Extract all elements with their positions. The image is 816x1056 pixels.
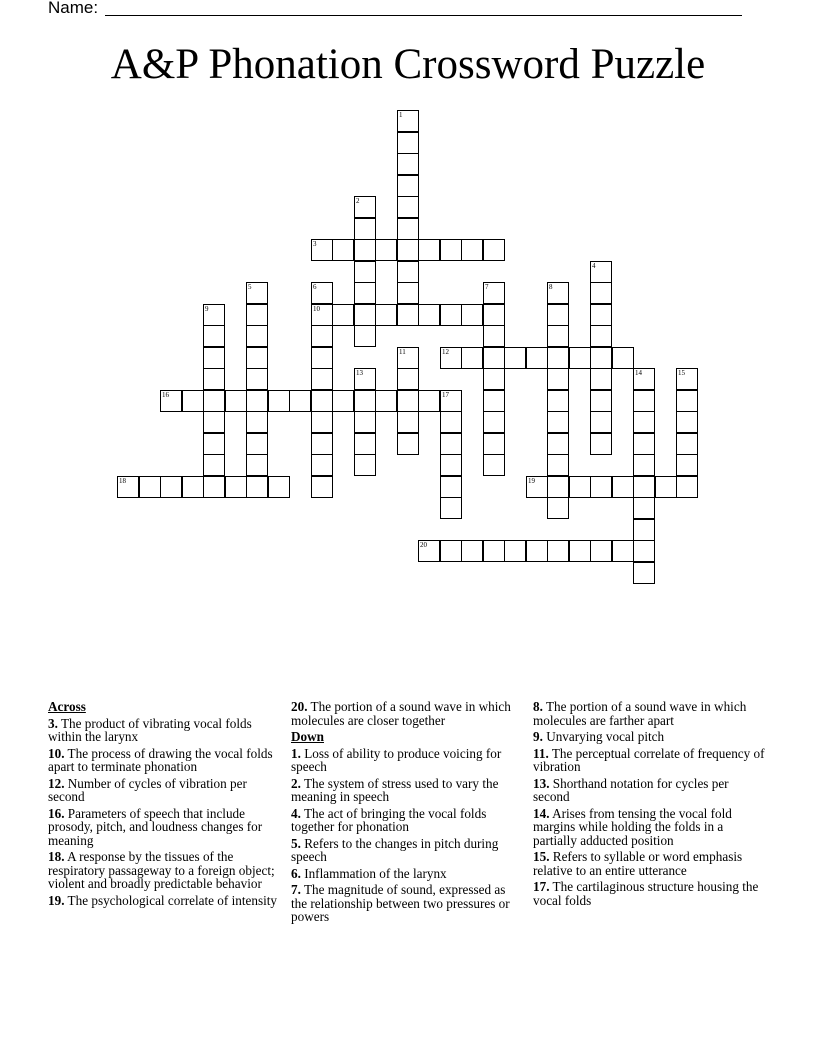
cell-number: 7: [485, 283, 489, 291]
clue-text: Refers to the changes in pitch during speech: [291, 835, 499, 864]
grid-cell[interactable]: [354, 411, 376, 433]
clue-number: 12.: [48, 775, 65, 791]
clue-text: The product of vibrating vocal folds within the larynx: [48, 715, 252, 744]
grid-cell[interactable]: [311, 390, 333, 412]
grid-cell[interactable]: [397, 304, 419, 326]
grid-cell[interactable]: [397, 196, 419, 218]
grid-cell[interactable]: [633, 476, 655, 498]
grid-cell[interactable]: [397, 132, 419, 154]
grid-cell[interactable]: [311, 325, 333, 347]
grid-cell[interactable]: [526, 540, 548, 562]
grid-cell[interactable]: [139, 476, 161, 498]
grid-cell[interactable]: [547, 433, 569, 455]
grid-cell[interactable]: [182, 390, 204, 412]
clue-number: 19.: [48, 892, 65, 908]
grid-cell[interactable]: [311, 454, 333, 476]
grid-cell[interactable]: [440, 476, 462, 498]
down-heading: Down: [291, 729, 324, 744]
grid-cell[interactable]: [397, 239, 419, 261]
grid-cell[interactable]: [418, 239, 440, 261]
grid-cell[interactable]: [397, 282, 419, 304]
grid-cell[interactable]: [268, 390, 290, 412]
grid-cell[interactable]: [246, 390, 268, 412]
grid-cell[interactable]: [440, 540, 462, 562]
clues-column-1: [48, 700, 280, 910]
clue-text: The psychological correlate of intensity: [67, 892, 278, 908]
cell-number: 17: [442, 391, 449, 399]
grid-cell[interactable]: [354, 196, 376, 218]
grid-cell[interactable]: [547, 497, 569, 519]
cell-number: 8: [549, 283, 553, 291]
grid-cell[interactable]: [504, 347, 526, 369]
grid-cell[interactable]: [547, 540, 569, 562]
grid-cell[interactable]: [655, 476, 677, 498]
grid-cell[interactable]: [354, 304, 376, 326]
grid-cell[interactable]: [483, 368, 505, 390]
clue-across-20: [291, 700, 523, 727]
grid-cell[interactable]: [182, 476, 204, 498]
grid-cell[interactable]: [547, 347, 569, 369]
grid-cell[interactable]: [354, 239, 376, 261]
clue-text: Shorthand notation for cycles per second: [533, 775, 729, 804]
cell-number: 16: [162, 391, 169, 399]
grid-cell[interactable]: [676, 433, 698, 455]
grid-cell[interactable]: [418, 390, 440, 412]
clue-number: 2.: [291, 775, 301, 791]
grid-cell[interactable]: [397, 347, 419, 369]
clue-down-8: [533, 700, 765, 727]
grid-cell[interactable]: [311, 282, 333, 304]
grid-cell[interactable]: [590, 325, 612, 347]
grid-cell[interactable]: [676, 411, 698, 433]
grid-cell[interactable]: [311, 411, 333, 433]
grid-cell[interactable]: [311, 476, 333, 498]
clue-number: 1.: [291, 745, 301, 761]
grid-cell[interactable]: [332, 239, 354, 261]
grid-cell[interactable]: [311, 368, 333, 390]
grid-cell[interactable]: [203, 390, 225, 412]
grid-cell[interactable]: [311, 304, 333, 326]
grid-cell[interactable]: [160, 390, 182, 412]
clue-down-2: [291, 777, 523, 804]
grid-cell[interactable]: [440, 433, 462, 455]
cell-number: 5: [248, 283, 252, 291]
grid-cell[interactable]: [440, 411, 462, 433]
grid-cell[interactable]: [569, 347, 591, 369]
grid-cell[interactable]: [633, 390, 655, 412]
grid-cell[interactable]: [483, 239, 505, 261]
grid-cell[interactable]: [311, 433, 333, 455]
clue-number: 4.: [291, 805, 301, 821]
grid-cell[interactable]: [203, 411, 225, 433]
grid-cell[interactable]: [569, 540, 591, 562]
grid-cell[interactable]: [461, 347, 483, 369]
grid-cell[interactable]: [160, 476, 182, 498]
grid-cell[interactable]: [246, 347, 268, 369]
clue-text: The magnitude of sound, expressed as the relationship between two pressures or powers: [291, 882, 510, 924]
grid-cell[interactable]: [375, 304, 397, 326]
cell-number: 12: [442, 348, 449, 356]
grid-cell[interactable]: [461, 304, 483, 326]
cell-number: 9: [205, 305, 209, 313]
clue-text: Unvarying vocal pitch: [546, 729, 665, 744]
grid-cell[interactable]: [633, 433, 655, 455]
grid-cell[interactable]: [526, 476, 548, 498]
grid-cell[interactable]: [676, 476, 698, 498]
grid-cell[interactable]: [246, 411, 268, 433]
clue-number: 6.: [291, 865, 301, 881]
grid-cell[interactable]: [633, 497, 655, 519]
grid-cell[interactable]: [483, 347, 505, 369]
grid-cell[interactable]: [504, 540, 526, 562]
grid-cell[interactable]: [483, 304, 505, 326]
grid-cell[interactable]: [590, 368, 612, 390]
clue-down-1: [291, 747, 523, 774]
grid-cell[interactable]: [397, 433, 419, 455]
clue-down-4: [291, 807, 523, 834]
grid-cell[interactable]: [354, 282, 376, 304]
clue-across-12: [48, 777, 280, 804]
grid-cell[interactable]: [612, 476, 634, 498]
grid-cell[interactable]: [246, 433, 268, 455]
grid-cell[interactable]: [203, 347, 225, 369]
clue-number: 9.: [533, 729, 543, 744]
grid-cell[interactable]: [590, 433, 612, 455]
grid-cell[interactable]: [440, 497, 462, 519]
clue-text: Inflammation of the larynx: [304, 865, 447, 881]
grid-cell[interactable]: [676, 390, 698, 412]
clue-number: 5.: [291, 835, 301, 851]
clue-number: 10.: [48, 745, 65, 761]
grid-cell[interactable]: [332, 304, 354, 326]
grid-cell[interactable]: [354, 390, 376, 412]
grid-cell[interactable]: [203, 454, 225, 476]
cell-number: 18: [119, 477, 126, 485]
grid-cell[interactable]: [246, 368, 268, 390]
grid-cell[interactable]: [418, 304, 440, 326]
clue-number: 17.: [533, 879, 550, 894]
grid-cell[interactable]: [354, 325, 376, 347]
grid-cell[interactable]: [203, 433, 225, 455]
grid-cell[interactable]: [612, 347, 634, 369]
clue-number: 14.: [533, 805, 550, 821]
grid-cell[interactable]: [397, 390, 419, 412]
cell-number: 1: [399, 111, 403, 119]
clue-down-11: [533, 747, 765, 774]
grid-cell[interactable]: [246, 454, 268, 476]
clue-text: The cartilaginous structure housing the vocal folds: [533, 879, 759, 908]
grid-cell[interactable]: [676, 454, 698, 476]
grid-cell[interactable]: [590, 411, 612, 433]
clue-across-3: [48, 717, 280, 744]
grid-cell[interactable]: [203, 325, 225, 347]
grid-cell[interactable]: [418, 540, 440, 562]
grid-cell[interactable]: [440, 304, 462, 326]
cell-number: 10: [313, 305, 320, 313]
grid-cell[interactable]: [397, 368, 419, 390]
grid-cell[interactable]: [354, 218, 376, 240]
grid-cell[interactable]: [633, 519, 655, 541]
grid-cell[interactable]: [547, 325, 569, 347]
page-title: A&P Phonation Crossword Puzzle: [110, 41, 706, 88]
grid-cell[interactable]: [461, 540, 483, 562]
cell-number: 20: [420, 541, 427, 549]
clue-text: The portion of a sound wave in which molecules are farther apart: [533, 699, 747, 728]
grid-cell[interactable]: [633, 411, 655, 433]
grid-cell[interactable]: [354, 261, 376, 283]
grid-cell[interactable]: [633, 454, 655, 476]
grid-cell[interactable]: [440, 454, 462, 476]
cell-number: 19: [528, 477, 535, 485]
grid-cell[interactable]: [354, 454, 376, 476]
grid-cell[interactable]: [354, 368, 376, 390]
grid-cell[interactable]: [397, 153, 419, 175]
grid-cell[interactable]: [547, 282, 569, 304]
grid-cell[interactable]: [440, 239, 462, 261]
grid-cell[interactable]: [483, 390, 505, 412]
clue-down-5: [291, 837, 523, 864]
grid-cell[interactable]: [246, 325, 268, 347]
grid-cell[interactable]: [483, 433, 505, 455]
grid-cell[interactable]: [676, 368, 698, 390]
grid-cell[interactable]: [397, 411, 419, 433]
clue-across-18: [48, 850, 280, 891]
grid-cell[interactable]: [590, 476, 612, 498]
grid-cell[interactable]: [461, 239, 483, 261]
clue-across-10: [48, 747, 280, 774]
grid-cell[interactable]: [117, 476, 139, 498]
grid-cell[interactable]: [246, 304, 268, 326]
grid-cell[interactable]: [483, 454, 505, 476]
grid-cell[interactable]: [397, 261, 419, 283]
clue-text: The system of stress used to vary the meaning in speech: [291, 775, 499, 804]
grid-cell[interactable]: [311, 239, 333, 261]
grid-cell[interactable]: [547, 454, 569, 476]
clue-down-13: [533, 777, 765, 804]
grid-cell[interactable]: [547, 411, 569, 433]
grid-cell[interactable]: [225, 390, 247, 412]
grid-cell[interactable]: [332, 390, 354, 412]
clues-column-3: [533, 700, 765, 910]
grid-cell[interactable]: [203, 476, 225, 498]
clue-down-17: [533, 880, 765, 907]
clue-text: Loss of ability to produce voicing for speech: [291, 745, 502, 774]
grid-cell[interactable]: [633, 540, 655, 562]
across-heading: Across: [48, 699, 86, 714]
clue-text: The perceptual correlate of frequency of vibration: [533, 745, 765, 774]
grid-cell[interactable]: [246, 282, 268, 304]
grid-cell[interactable]: [483, 282, 505, 304]
grid-cell[interactable]: [483, 540, 505, 562]
cell-number: 3: [313, 240, 317, 248]
clue-number: 3.: [48, 715, 58, 731]
grid-cell[interactable]: [633, 368, 655, 390]
cell-number: 2: [356, 197, 360, 205]
grid-cell[interactable]: [590, 282, 612, 304]
grid-cell[interactable]: [203, 304, 225, 326]
cell-number: 11: [399, 348, 406, 356]
cell-number: 13: [356, 369, 363, 377]
clue-text: Refers to syllable or word emphasis relative to an entire utterance: [533, 849, 743, 878]
clue-number: 8.: [533, 699, 543, 714]
clue-down-15: [533, 850, 765, 877]
clue-text: A response by the tissues of the respiratory passageway to a foreign object; violent and broadly predictable behavior: [48, 849, 275, 891]
grid-cell[interactable]: [311, 347, 333, 369]
cell-number: 15: [678, 369, 685, 377]
clue-down-14: [533, 807, 765, 848]
grid-cell[interactable]: [547, 476, 569, 498]
clue-text: Parameters of speech that include prosody, pitch, and loudness changes for meaning: [48, 805, 263, 848]
cell-number: 4: [592, 262, 596, 270]
cell-number: 14: [635, 369, 642, 377]
grid-cell[interactable]: [354, 433, 376, 455]
grid-cell[interactable]: [590, 540, 612, 562]
clue-across-19: [48, 894, 280, 908]
grid-cell[interactable]: [633, 562, 655, 584]
clue-number: 13.: [533, 775, 550, 791]
grid-cell[interactable]: [612, 540, 634, 562]
grid-cell[interactable]: [375, 390, 397, 412]
clue-down-6: [291, 867, 523, 881]
clue-number: 20.: [291, 699, 308, 714]
clue-number: 18.: [48, 849, 65, 864]
grid-cell[interactable]: [246, 476, 268, 498]
clue-text: The process of drawing the vocal folds apart to terminate phonation: [48, 745, 273, 774]
grid-cell[interactable]: [590, 347, 612, 369]
grid-cell[interactable]: [225, 476, 247, 498]
grid-cell[interactable]: [547, 390, 569, 412]
grid-cell[interactable]: [590, 261, 612, 283]
grid-cell[interactable]: [569, 476, 591, 498]
grid-cell[interactable]: [268, 476, 290, 498]
grid-cell[interactable]: [203, 368, 225, 390]
clue-text: Number of cycles of vibration per second: [48, 775, 247, 804]
grid-cell[interactable]: [590, 390, 612, 412]
clue-number: 15.: [533, 849, 550, 864]
grid-cell[interactable]: [526, 347, 548, 369]
grid-cell[interactable]: [397, 218, 419, 240]
clue-across-16: [48, 807, 280, 848]
grid-cell[interactable]: [289, 390, 311, 412]
grid-cell[interactable]: [397, 110, 419, 132]
clue-text: Arises from tensing the vocal fold margins while holding the folds in a partially adducted position: [533, 805, 732, 848]
name-label: Name:: [48, 0, 99, 17]
clues-column-2: [291, 700, 523, 927]
clue-text: The act of bringing the vocal folds together for phonation: [291, 805, 487, 834]
clue-down-9: [533, 730, 765, 744]
grid-cell[interactable]: [590, 304, 612, 326]
clue-number: 7.: [291, 882, 301, 897]
grid-cell[interactable]: [375, 239, 397, 261]
grid-cell[interactable]: [483, 411, 505, 433]
grid-cell[interactable]: [440, 347, 462, 369]
grid-cell[interactable]: [397, 175, 419, 197]
clue-text: The portion of a sound wave in which molecules are closer together: [291, 699, 511, 728]
clue-number: 11.: [533, 745, 549, 761]
cell-number: 6: [313, 283, 317, 291]
clue-number: 16.: [48, 805, 65, 821]
grid-cell[interactable]: [440, 390, 462, 412]
clue-down-7: [291, 883, 523, 924]
grid-cell[interactable]: [547, 304, 569, 326]
grid-cell[interactable]: [547, 368, 569, 390]
grid-cell[interactable]: [483, 325, 505, 347]
